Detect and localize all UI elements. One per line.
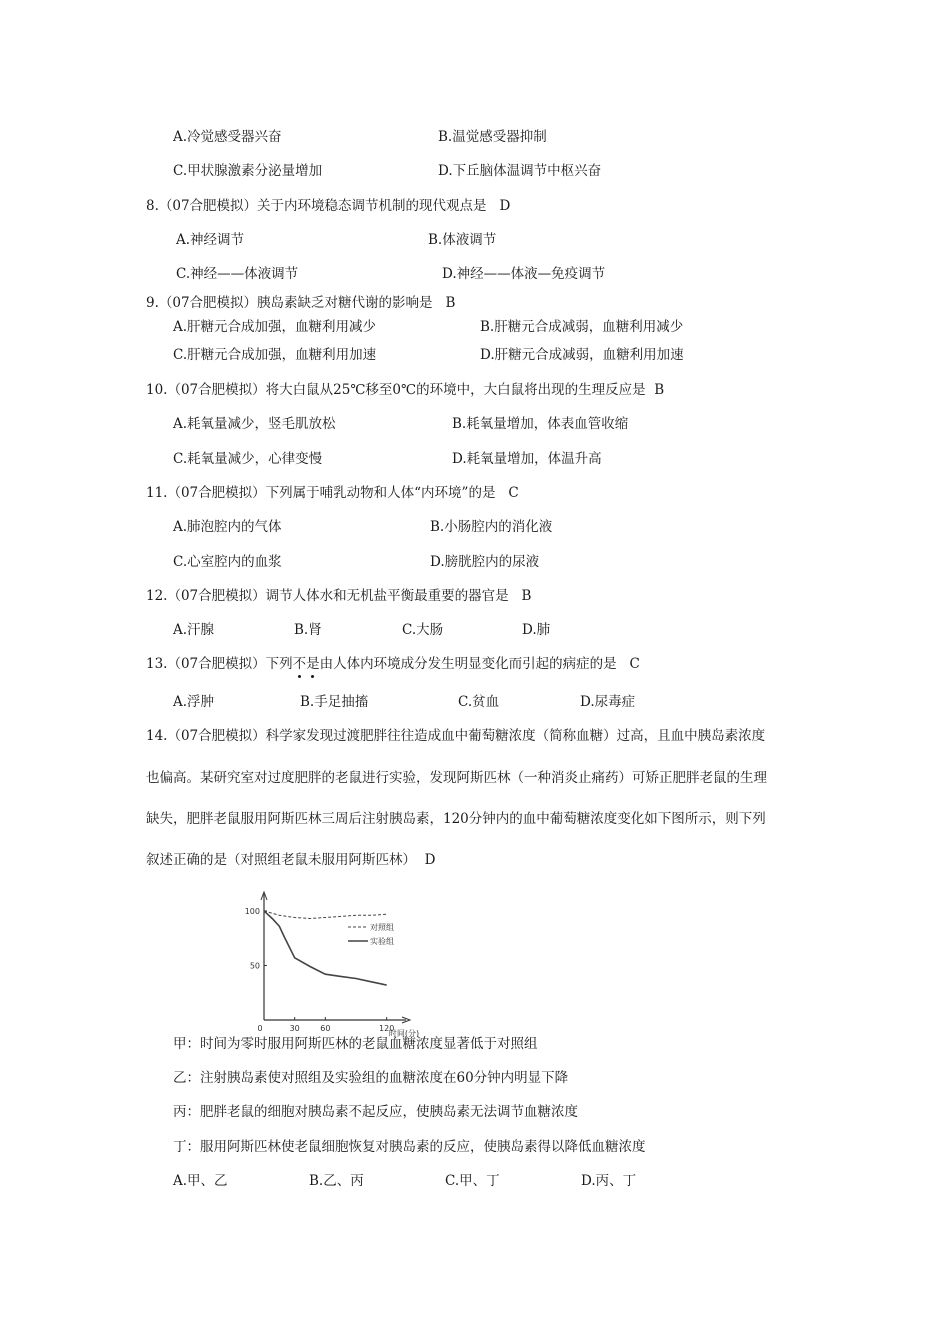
- q9-option-b: B.肝糖元合成减弱，血糖利用减少: [480, 319, 684, 335]
- q8-option-c: C.神经——体液调节: [176, 266, 299, 282]
- q14-option-b: B.乙、丙: [309, 1173, 364, 1189]
- blood-glucose-chart: [236, 889, 420, 1038]
- q10-stem: [146, 381, 664, 399]
- q10-stem-text: 10.（07合肥模拟）将大白鼠从25℃移至0℃的环境中，大白鼠将出现的生理反应是: [146, 382, 646, 398]
- q14-statement-bing: 丙：肥胖老鼠的细胞对胰岛素不起反应，使胰岛素无法调节血糖浓度: [173, 1104, 578, 1120]
- q14-stem-line-3: 缺失，肥胖老鼠服用阿斯匹林三周后注射胰岛素，120分钟内的血中葡萄糖浓度变化如下图所示，则下列: [146, 811, 766, 827]
- q8-option-a: A.神经调节: [176, 232, 245, 248]
- q12-option-c: C.大肠: [402, 622, 444, 638]
- q8-stem-text: 8.（07合肥模拟）关于内环境稳态调节机制的现代观点是: [146, 198, 487, 214]
- x-axis-label: 时间(分): [388, 1029, 420, 1038]
- q13-stem-text-a: 13.（07合肥模拟）下列: [146, 656, 293, 672]
- q9-stem: [146, 294, 455, 312]
- q12-stem: [146, 587, 531, 605]
- q13-option-b: B.手足抽搐: [300, 694, 369, 710]
- q14-statement-jia: 甲：时间为零时服用阿斯匹林的老鼠血糖浓度显著低于对照组: [173, 1036, 538, 1052]
- x-tick-label: 30: [289, 1024, 300, 1033]
- q13-option-c: C.贫血: [458, 694, 500, 710]
- series-line-1: [264, 911, 387, 919]
- q7-option-b: B.温觉感受器抑制: [438, 129, 547, 145]
- q14-stem-line-1: 14.（07合肥模拟）科学家发现过渡肥胖往往造成血中葡萄糖浓度（简称血糖）过高，且血中胰岛素浓度: [146, 728, 766, 744]
- q11-stem: [146, 484, 519, 502]
- q8-stem: [146, 197, 510, 215]
- q14-stem-line-4-text: 叙述正确的是（对照组老鼠未服用阿斯匹林）: [146, 852, 416, 868]
- q14-stem-line-2: 也偏高。某研究室对过度肥胖的老鼠进行实验，发现阿斯匹林（一种消炎止痛药）可矫正肥胖老鼠的生理: [146, 770, 767, 786]
- q11-option-c: C.心室腔内的血浆: [173, 554, 282, 570]
- q9-option-a: A.肝糖元合成加强，血糖利用减少: [173, 319, 377, 335]
- q9-option-d: D.肝糖元合成减弱，血糖利用加速: [480, 347, 684, 363]
- q14-stem-line-4: [146, 851, 435, 869]
- x-tick-label: 60: [320, 1024, 331, 1033]
- q13-emphasis-not: 不: [292, 656, 307, 672]
- q8-answer: D: [499, 198, 511, 214]
- q9-stem-text: 9.（07合肥模拟）胰岛素缺乏对糖代谢的影响是: [146, 295, 433, 311]
- q10-option-d: D.耗氧量增加，体温升高: [452, 451, 602, 467]
- series-line-2: [264, 911, 387, 985]
- q7-option-d: D.下丘脑体温调节中枢兴奋: [438, 163, 602, 179]
- q14-option-d: D.丙、丁: [581, 1173, 637, 1189]
- q11-stem-text: 11.（07合肥模拟）下列属于哺乳动物和人体“内环境”的是: [146, 485, 496, 501]
- x-tick-label: 120: [379, 1024, 395, 1033]
- q11-option-d: D.膀胱腔内的尿液: [430, 554, 540, 570]
- q10-option-a: A.耗氧量减少，竖毛肌放松: [173, 416, 336, 432]
- q14-statement-yi: 乙：注射胰岛素使对照组及实验组的血糖浓度在60分钟内明显下降: [173, 1070, 569, 1086]
- y-tick-label: 100: [244, 906, 260, 916]
- x-tick-label: 0: [257, 1024, 263, 1033]
- legend-label-2: 实验组: [370, 937, 394, 946]
- q11-option-b: B.小肠腔内的消化液: [430, 519, 553, 535]
- q9-option-c: C.肝糖元合成加强，血糖利用加速: [173, 347, 377, 363]
- q13-answer: C: [629, 656, 640, 672]
- q14-option-c: C.甲、丁: [445, 1173, 500, 1189]
- q7-option-c: C.甲状腺激素分泌量增加: [173, 163, 323, 179]
- q14-option-a: A.甲、乙: [173, 1173, 228, 1189]
- y-tick-label: 50: [249, 961, 260, 971]
- q9-answer: B: [445, 295, 456, 311]
- q10-option-c: C.耗氧量减少，心律变慢: [173, 451, 323, 467]
- q7-option-a: A.冷觉感受器兴奋: [173, 129, 282, 145]
- q13-option-d: D.尿毒症: [580, 694, 636, 710]
- q14-statement-ding: 丁：服用阿斯匹林使老鼠细胞恢复对胰岛素的反应，使胰岛素得以降低血糖浓度: [173, 1139, 646, 1155]
- q8-option-d: D.神经——体液—免疫调节: [442, 266, 606, 282]
- q12-answer: B: [521, 588, 532, 604]
- q14-answer: D: [424, 852, 436, 868]
- q13-stem-text-b: 由人体内环境成分发生明显变化而引起的病症的是: [319, 656, 617, 672]
- q12-option-a: A.汗腺: [173, 622, 215, 638]
- q11-option-a: A.肺泡腔内的气体: [173, 519, 282, 535]
- q10-option-b: B.耗氧量增加，体表血管收缩: [452, 416, 629, 432]
- q12-option-d: D.肺: [522, 622, 551, 638]
- q12-option-b: B.肾: [294, 622, 322, 638]
- q13-option-a: A.浮肿: [173, 694, 215, 710]
- q8-option-b: B.体液调节: [428, 232, 497, 248]
- q13-emphasis-is: 是: [306, 656, 320, 672]
- q10-answer: B: [654, 382, 665, 398]
- q12-stem-text: 12.（07合肥模拟）调节人体水和无机盐平衡最重要的器官是: [146, 588, 509, 604]
- q11-answer: C: [508, 485, 519, 501]
- legend-label-1: 对照组: [370, 923, 394, 932]
- q13-stem: [146, 655, 640, 673]
- blood-glucose-chart-svg: [236, 889, 420, 1038]
